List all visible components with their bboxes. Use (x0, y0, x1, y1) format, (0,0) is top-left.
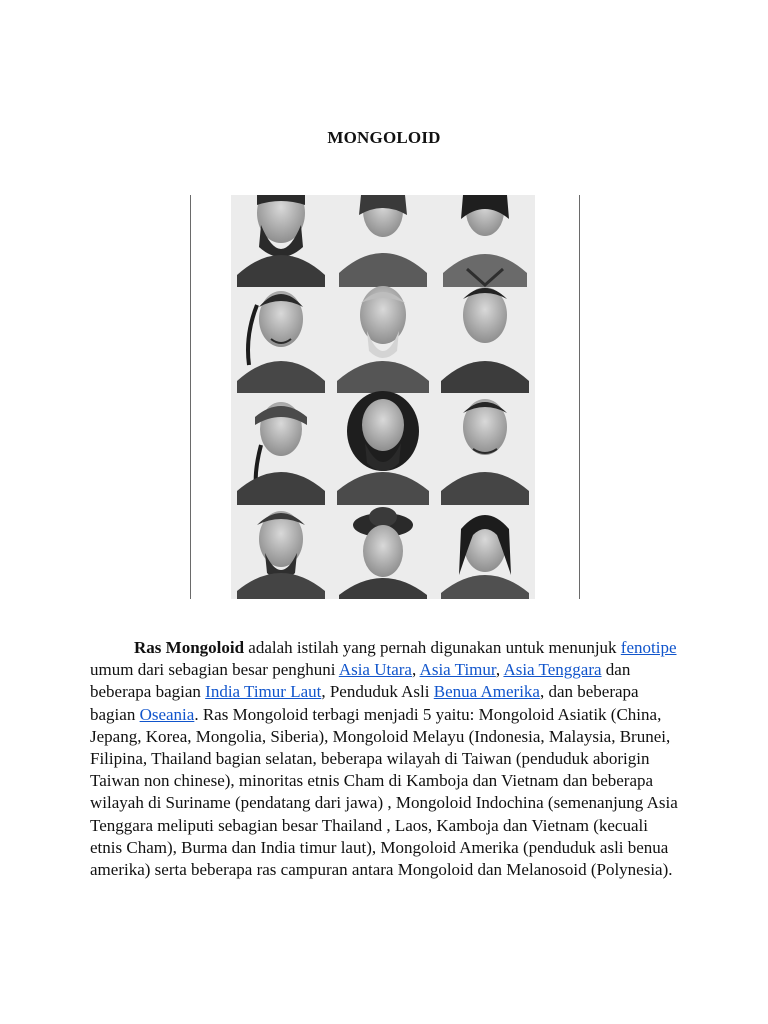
text-segment: , (411, 660, 420, 680)
text-segment: . Ras Mongoloid terbagi menjadi 5 yaitu: Mongoloid Asiatik (China, Jepang, Korea, Mongolia, Siberia), Mongoloid Melayu (Indonesia, Malaysia, Brunei, Filipina, Thailand bagian selatan, beberapa wilayah di Taiwan (penduduk aborigin Taiwan non chinese), minoritas etnis Cham di Kamboja dan Vietnam dan beberapa wilayah di Suriname (pendatang dari jawa) , Mongoloid Indochina (semenanjung Asia Tenggara meliputi sebagian besar Thailand , Laos, Kamboja dan Vietnam (kecuali etnis Cham), Burma dan India timur laut), Mongoloid Amerika (penduduk asli benua amerika) serta beberapa ras campuran antara Mongoloid dan Melanosoid (Polynesia). (90, 704, 678, 880)
text-segment: umum dari sebagian besar penghuni (90, 660, 339, 680)
link-fenotipe[interactable]: fenotipe (620, 638, 677, 657)
text-segment: adalah istilah yang pernah digunakan untuk menunjuk (244, 638, 621, 657)
body-paragraph (90, 637, 678, 881)
page-title: MONGOLOID (327, 128, 441, 147)
text-segment: , Penduduk Asli (321, 682, 434, 702)
lead-bold-term: Ras Mongoloid (134, 638, 245, 657)
link-oseania[interactable]: Oseania (139, 704, 195, 724)
link-india-timur-laut[interactable]: India Timur Laut (205, 682, 322, 702)
portrait-plate-image (231, 195, 535, 599)
link-asia-timur[interactable]: Asia Timur (419, 660, 496, 680)
portrait-figure (190, 195, 580, 599)
link-asia-utara[interactable]: Asia Utara (338, 660, 412, 680)
link-benua-amerika[interactable]: Benua Amerika (433, 682, 540, 702)
text-segment: dan beberapa bagian (90, 660, 631, 702)
text-segment: , dan beberapa bagian (90, 682, 639, 724)
text-segment: , (495, 660, 504, 680)
link-asia-tenggara[interactable]: Asia Tenggara (503, 660, 602, 680)
